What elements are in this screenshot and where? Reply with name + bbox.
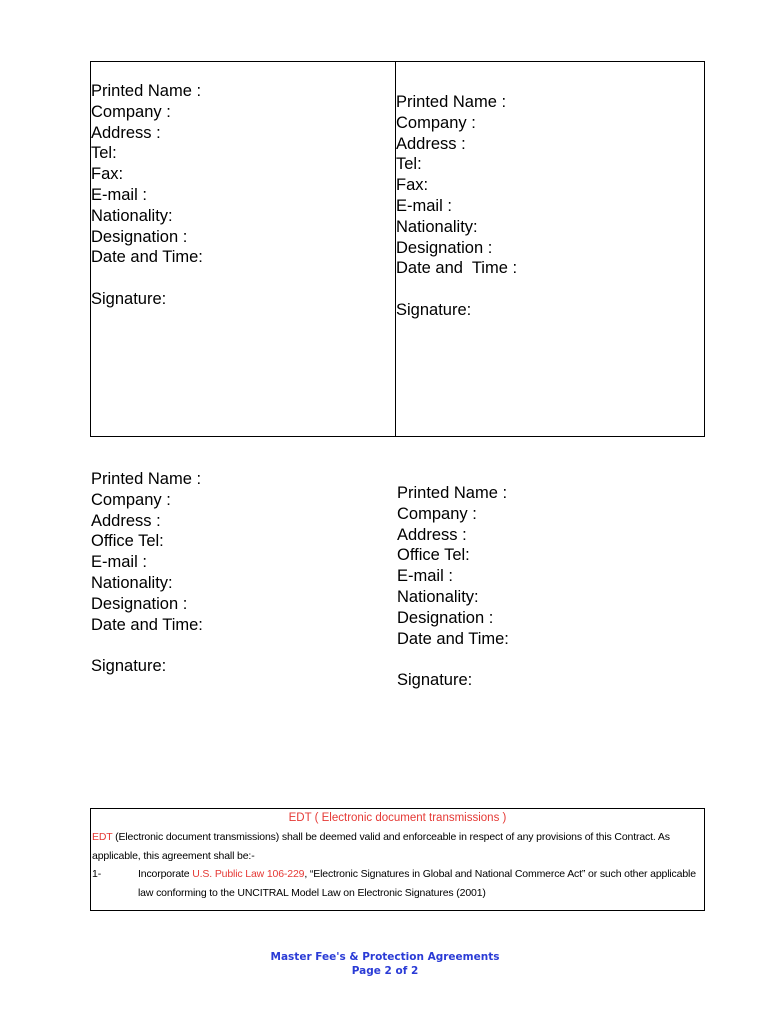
edt-item-rest: , “Electronic Signatures in Global and National Commerce Act” or such other applicable law conforming to the UNCITRAL Model Law on Electronic Signatures (2001) — [138, 868, 696, 899]
field-email: E-mail : — [397, 567, 453, 586]
field-email: E-mail : — [91, 185, 147, 204]
field-company: Company : — [396, 113, 476, 132]
edt-body-text: (Electronic document transmissions) shall be deemed valid and enforceable in respect of any provisions of this Contract. As applicable, this agreement shall be:- — [92, 831, 670, 862]
field-signature: Signature: — [397, 671, 473, 690]
edt-clause-box — [90, 808, 705, 911]
page-current: 2 — [384, 965, 392, 977]
field-company: Company : — [91, 102, 171, 121]
signatory-block-bottom-right — [397, 483, 509, 691]
footer-title: Master Fee's & Protection Agreements — [270, 951, 500, 963]
field-printed-name: Printed Name : — [396, 93, 507, 111]
page-total: 2 — [410, 965, 419, 977]
edt-title: EDT ( Electronic document transmissions ) — [288, 812, 507, 824]
field-nationality: Nationality: — [91, 573, 173, 592]
page-of: of — [391, 965, 411, 977]
edt-body — [91, 828, 704, 865]
field-nationality: Nationality: — [397, 587, 479, 606]
edt-lead-term: EDT — [92, 831, 113, 843]
edt-list-item — [91, 865, 704, 902]
field-office-tel: Office Tel: — [91, 532, 164, 551]
field-address: Address : — [91, 511, 161, 530]
field-date-time: Date and Time: — [91, 248, 203, 267]
field-office-tel: Office Tel: — [397, 546, 470, 565]
field-company: Company : — [397, 504, 477, 523]
field-nationality: Nationality: — [396, 217, 478, 236]
field-designation: Designation : — [397, 608, 494, 627]
field-fax: Fax: — [396, 176, 429, 195]
signatory-block-top-left — [91, 81, 203, 310]
field-email: E-mail : — [396, 196, 452, 215]
edt-item-text — [138, 865, 703, 902]
signatory-block-top-right — [396, 92, 517, 321]
field-address: Address : — [396, 134, 466, 153]
field-designation: Designation : — [91, 594, 188, 613]
signatory-block-bottom-left — [91, 469, 203, 677]
field-address: Address : — [91, 123, 161, 142]
field-designation: Designation : — [91, 227, 188, 246]
field-signature: Signature: — [396, 300, 472, 319]
field-signature: Signature: — [91, 289, 167, 308]
page-label: Page — [351, 965, 385, 977]
field-date-time: Date and Time : — [396, 259, 518, 278]
field-tel: Tel: — [91, 144, 117, 163]
field-printed-name: Printed Name : — [397, 484, 508, 502]
field-nationality: Nationality: — [91, 206, 173, 225]
field-date-time: Date and Time: — [91, 615, 203, 634]
field-designation: Designation : — [396, 238, 493, 257]
field-fax: Fax: — [91, 165, 124, 184]
field-email: E-mail : — [91, 553, 147, 572]
edt-law-reference: U.S. Public Law 106-229 — [192, 868, 305, 880]
edt-item-number: 1- — [92, 868, 102, 880]
field-company: Company : — [91, 490, 171, 509]
edt-item-prefix: Incorporate — [138, 868, 193, 880]
page-number — [0, 964, 770, 978]
field-printed-name: Printed Name : — [91, 470, 202, 488]
field-signature: Signature: — [91, 657, 167, 676]
field-address: Address : — [397, 525, 467, 544]
field-printed-name: Printed Name : — [91, 82, 202, 100]
field-date-time: Date and Time: — [397, 629, 509, 648]
field-tel: Tel: — [396, 155, 422, 174]
